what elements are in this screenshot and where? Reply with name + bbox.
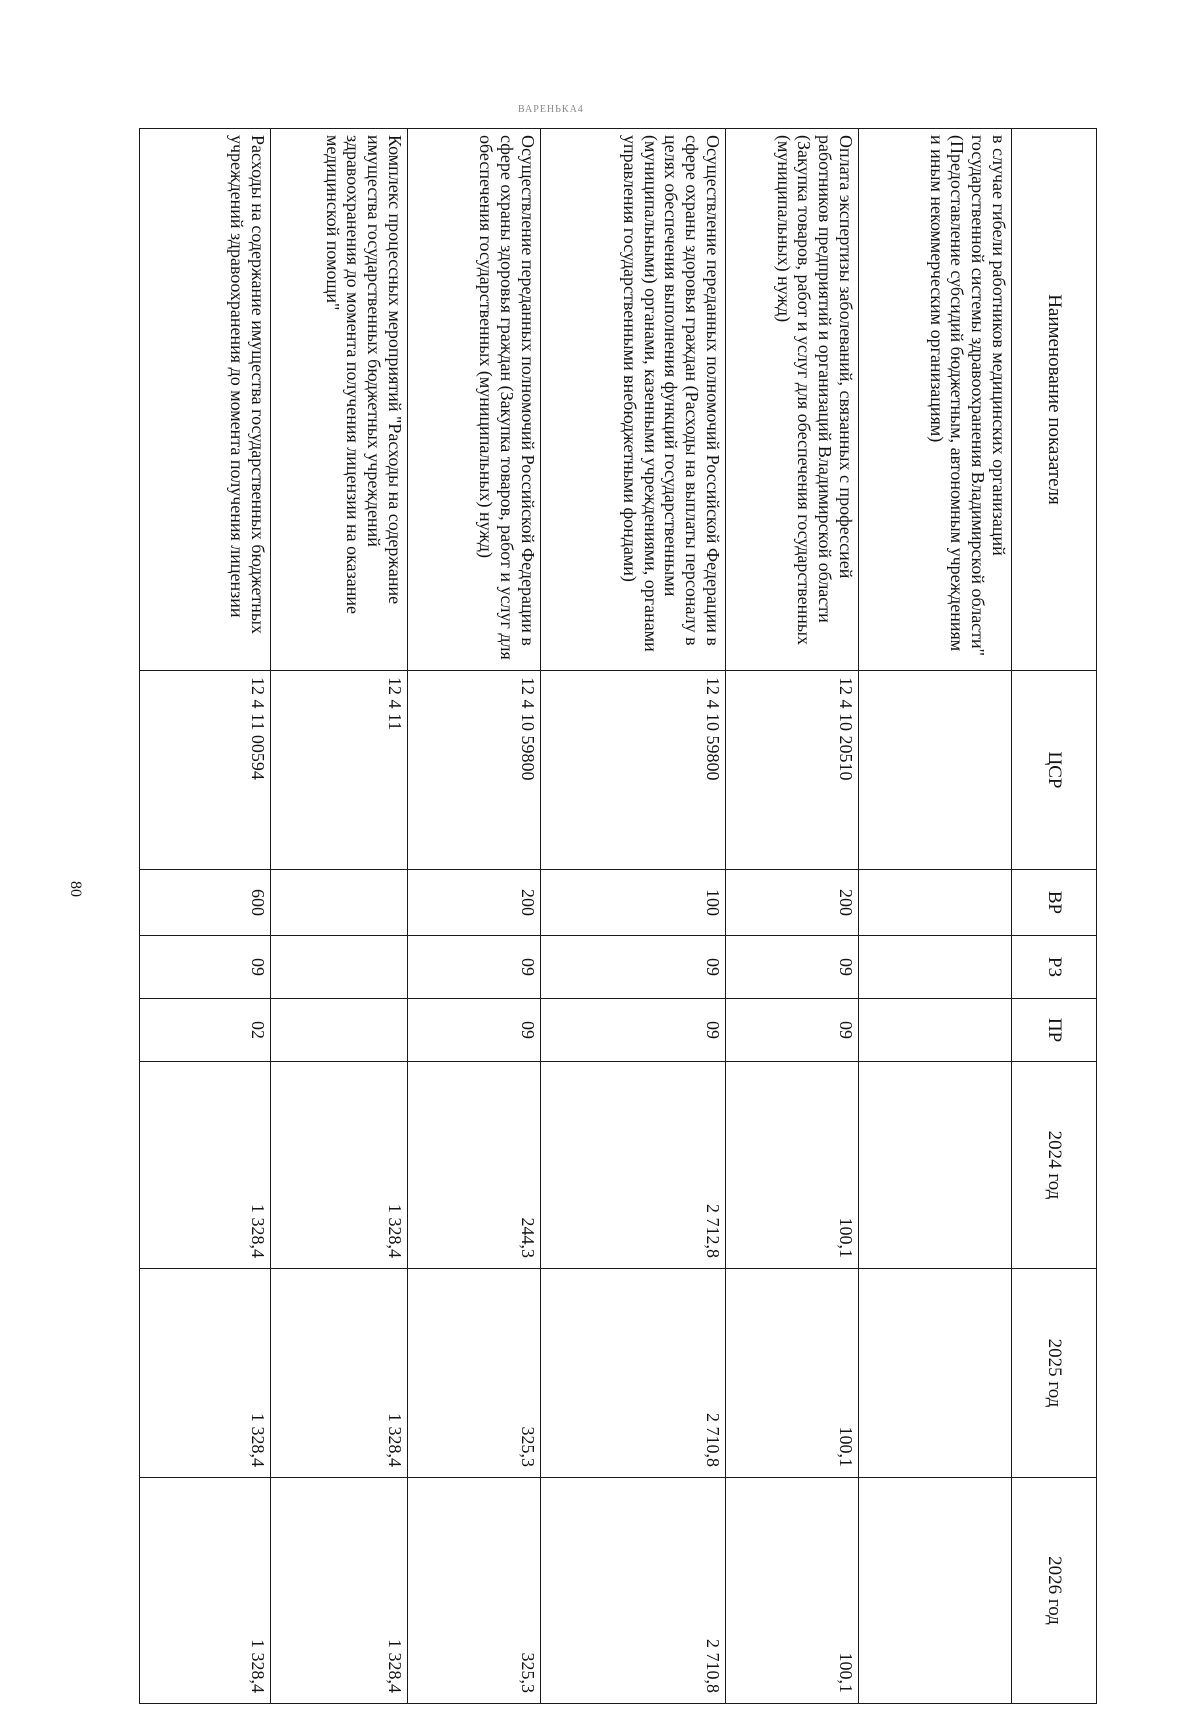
cell-csr: 12 4 11 00594 <box>140 671 271 870</box>
cell-rz <box>271 936 408 999</box>
cell-vr: 600 <box>140 870 271 936</box>
header-vr: ВР <box>1012 870 1097 936</box>
table-row <box>726 129 859 1704</box>
cell-vr <box>271 870 408 936</box>
cell-2025: 2 710,8 <box>541 1269 726 1478</box>
cell-rz: 09 <box>726 936 859 999</box>
budget-table-sheet <box>153 128 1097 1703</box>
cell-pr: 02 <box>140 999 271 1062</box>
cell-csr: 12 4 10 59800 <box>408 671 541 870</box>
cell-name: Расходы на содержание имущества государственных бюджетных учреждений здравоохранения до момента получения лицензии <box>140 129 271 671</box>
cell-2025: 1 328,4 <box>271 1269 408 1478</box>
cell-name: Осуществление переданных полномочий Российской Федерации в сфере охраны здоровья граждан (Расходы на выплаты персоналу в целях обеспечения выполнения функций государственными (муниципальными) органами, казенными учреждениями, органами управления государственными внебюджетными фондами) <box>541 129 726 671</box>
cell-csr: 12 4 10 59800 <box>541 671 726 870</box>
cell-rz <box>859 936 1012 999</box>
cell-pr: 09 <box>541 999 726 1062</box>
cell-2026: 1 328,4 <box>140 1478 271 1704</box>
table-row <box>541 129 726 1704</box>
cell-rz: 09 <box>541 936 726 999</box>
cell-2024 <box>859 1062 1012 1269</box>
cell-2024: 100,1 <box>726 1062 859 1269</box>
stamp-text: ВАРЕНЬКА4 <box>518 104 584 115</box>
cell-csr <box>859 671 1012 870</box>
page-number: 80 <box>67 881 84 897</box>
cell-2026: 1 328,4 <box>271 1478 408 1704</box>
cell-2026: 2 710,8 <box>541 1478 726 1704</box>
header-rz: РЗ <box>1012 936 1097 999</box>
cell-name: Осуществление переданных полномочий Российской Федерации в сфере охраны здоровья граждан (Закупка товаров, работ и услуг для обеспечения государственных (муниципальных) нужд) <box>408 129 541 671</box>
cell-2024: 2 712,8 <box>541 1062 726 1269</box>
cell-2025: 325,3 <box>408 1269 541 1478</box>
table-row <box>140 129 271 1704</box>
cell-name: Оплата экспертизы заболеваний, связанных с профессией работников предприятий и организаций Владимирской области (Закупка товаров, работ и услуг для обеспечения государственных (муниципальных) нужд) <box>726 129 859 671</box>
cell-2025: 100,1 <box>726 1269 859 1478</box>
header-2025: 2025 год <box>1012 1269 1097 1478</box>
cell-name: в случае гибели работников медицинских организаций государственной системы здравоохранения Владимирской области" (Предоставление субсидий бюджетным, автономным учреждениям и иным некоммерческим организациям) <box>859 129 1012 671</box>
cell-vr <box>859 870 1012 936</box>
cell-2026 <box>859 1478 1012 1704</box>
cell-vr: 100 <box>541 870 726 936</box>
header-2026: 2026 год <box>1012 1478 1097 1704</box>
cell-2025 <box>859 1269 1012 1478</box>
cell-2024: 244,3 <box>408 1062 541 1269</box>
cell-vr: 200 <box>408 870 541 936</box>
cell-csr: 12 4 11 <box>271 671 408 870</box>
table-row <box>859 129 1012 1704</box>
cell-pr: 09 <box>726 999 859 1062</box>
cell-2026: 325,3 <box>408 1478 541 1704</box>
cell-rz: 09 <box>140 936 271 999</box>
cell-2025: 1 328,4 <box>140 1269 271 1478</box>
table-row <box>408 129 541 1704</box>
cell-2026: 100,1 <box>726 1478 859 1704</box>
cell-name: Комплекс процессных мероприятий "Расходы на содержание имущества государственных бюджетных учреждений здравоохранения до момента получения лицензии на оказание медицинской помощи" <box>271 129 408 671</box>
cell-pr: 09 <box>408 999 541 1062</box>
header-pr: ПР <box>1012 999 1097 1062</box>
cell-csr: 12 4 10 20510 <box>726 671 859 870</box>
cell-2024: 1 328,4 <box>140 1062 271 1269</box>
table-row <box>271 129 408 1704</box>
cell-pr <box>271 999 408 1062</box>
budget-table <box>139 128 1097 1704</box>
cell-rz: 09 <box>408 936 541 999</box>
cell-pr <box>859 999 1012 1062</box>
header-name: Наименование показателя <box>1012 129 1097 671</box>
header-2024: 2024 год <box>1012 1062 1097 1269</box>
cell-vr: 200 <box>726 870 859 936</box>
header-csr: ЦСР <box>1012 671 1097 870</box>
header-row <box>1012 129 1097 1704</box>
cell-2024: 1 328,4 <box>271 1062 408 1269</box>
